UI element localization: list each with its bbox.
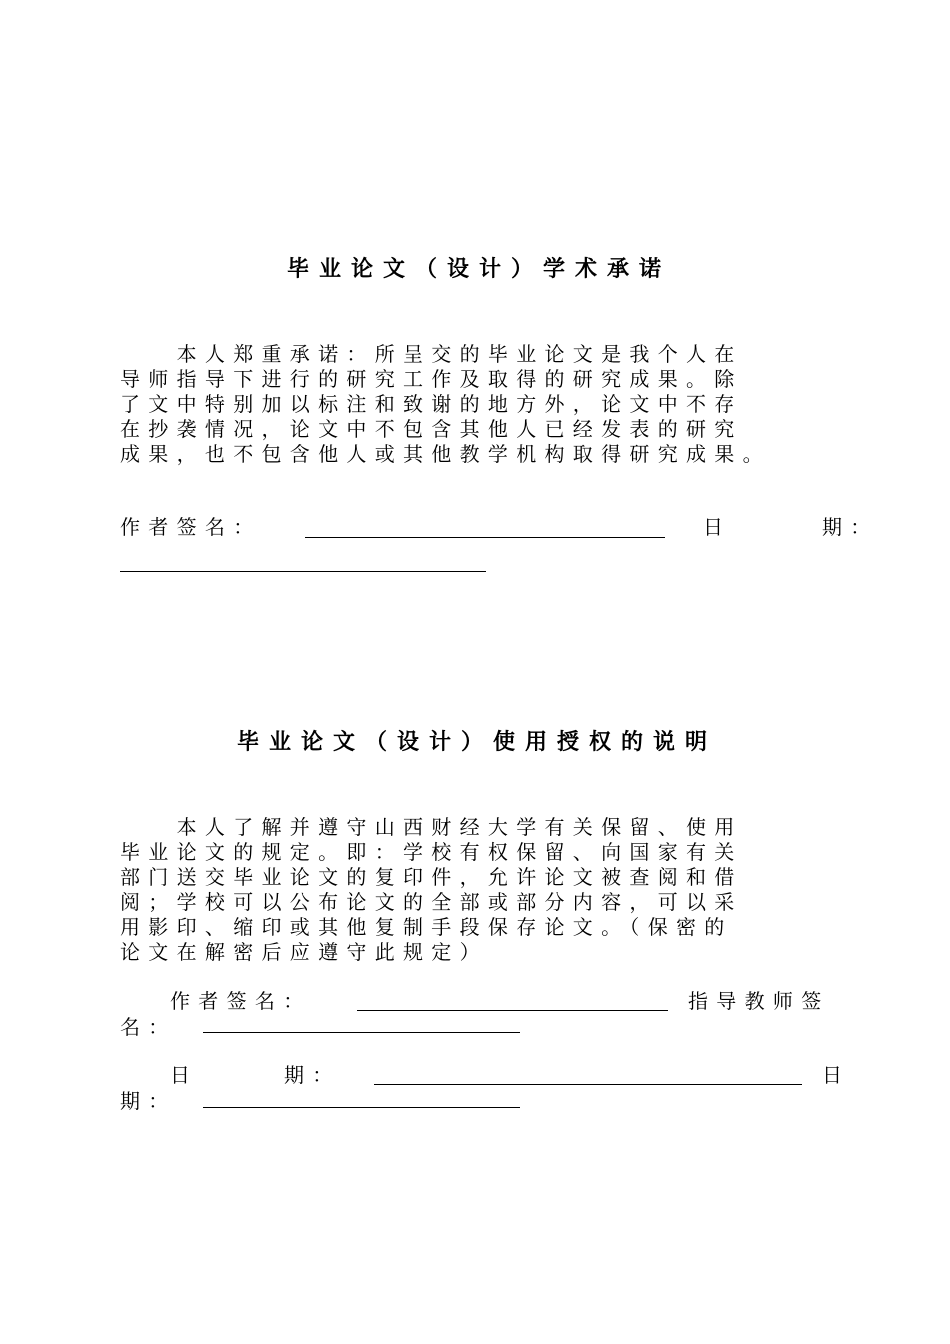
author-signature-field[interactable] bbox=[357, 1010, 668, 1011]
authorization-line: 阅；学校可以公布论文的全部或部分内容，可以采 bbox=[120, 890, 743, 914]
authorization-line: 论文在解密后应遵守此规定） bbox=[120, 940, 488, 964]
commitment-line: 导师指导下进行的研究工作及取得的研究成果。除 bbox=[120, 367, 743, 391]
advisor-signature-field[interactable] bbox=[203, 1032, 520, 1033]
commitment-line: 了文中特别加以标注和致谢的地方外，论文中不存 bbox=[120, 392, 743, 416]
commitment-line: 成果，也不包含他人或其他教学机构取得研究成果。 bbox=[120, 442, 771, 466]
authorization-line: 毕业论文的规定。即：学校有权保留、向国家有关 bbox=[120, 840, 743, 864]
date-label-char-2: 期： bbox=[284, 1063, 341, 1087]
advisor-signature-label-cont: 名： bbox=[120, 1015, 177, 1039]
authorization-title: 毕业论文（设计）使用授权的说明 bbox=[237, 730, 718, 755]
author-signature-label: 作者签名： bbox=[120, 515, 262, 539]
author-signature-field[interactable] bbox=[305, 537, 665, 538]
advisor-date-label: 日 bbox=[822, 1063, 851, 1087]
advisor-date-field[interactable] bbox=[203, 1107, 520, 1108]
author-date-field[interactable] bbox=[374, 1084, 802, 1085]
date-label-char-2: 期： bbox=[822, 515, 879, 539]
authorization-line: 用影印、缩印或其他复制手段保存论文。（保密的 bbox=[120, 915, 733, 939]
date-label-char-1: 日 bbox=[703, 515, 732, 539]
date-field[interactable] bbox=[120, 571, 486, 572]
authorization-line: 部门送交毕业论文的复印件，允许论文被查阅和借 bbox=[120, 865, 743, 889]
advisor-signature-label: 指导教师签 bbox=[688, 989, 830, 1013]
commitment-line: 本人郑重承诺：所呈交的毕业论文是我个人在 bbox=[120, 342, 743, 366]
commitment-line: 在抄袭情况，论文中不包含其他人已经发表的研究 bbox=[120, 417, 743, 441]
date-label-char-1: 日 bbox=[170, 1063, 199, 1087]
author-signature-label: 作者签名： bbox=[170, 989, 312, 1013]
authorization-line: 本人了解并遵守山西财经大学有关保留、使用 bbox=[120, 815, 743, 839]
advisor-date-label-cont: 期： bbox=[120, 1089, 177, 1113]
commitment-title: 毕业论文（设计）学术承诺 bbox=[287, 257, 672, 282]
